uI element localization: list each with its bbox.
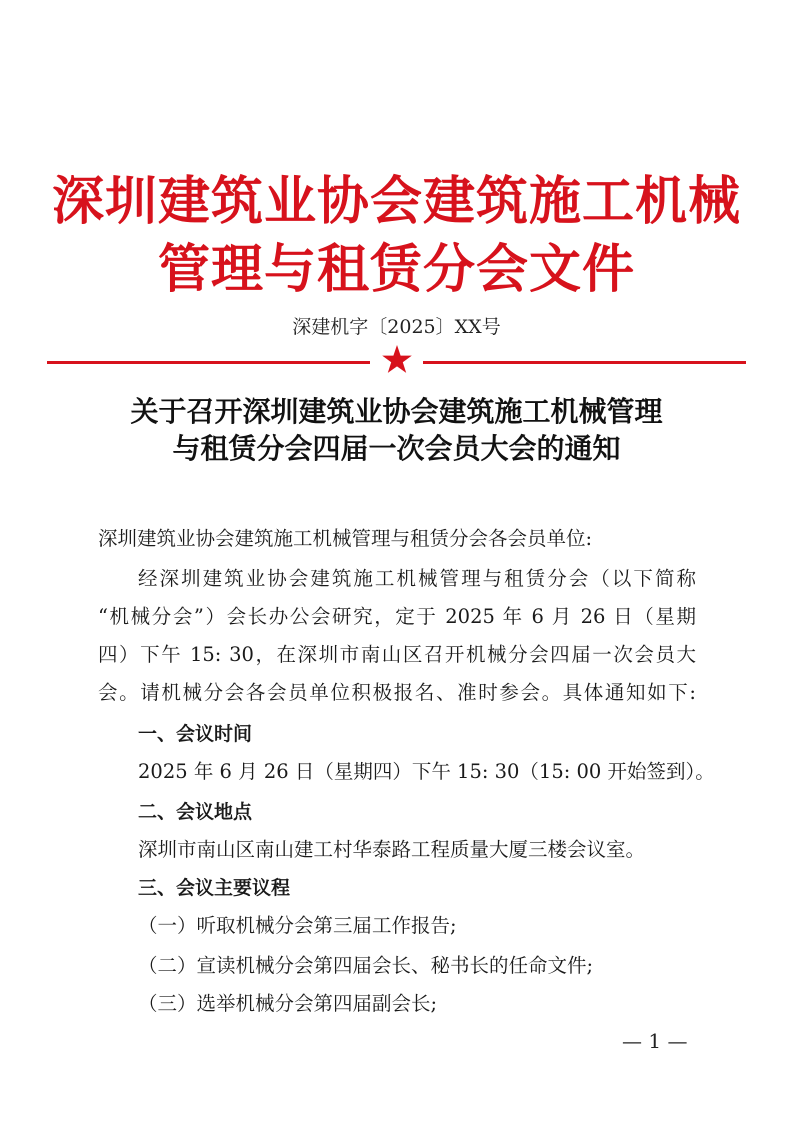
section-heading-location: 二、会议地点 [138, 801, 253, 823]
document-header-title-line2: 管理与租赁分会文件 [157, 239, 635, 300]
paragraph-line: 四）下午 15: 30，在深圳市南山区召开机械分会四届一次会员大 [98, 643, 696, 666]
meeting-time-text: 2025 年 6 月 26 日（星期四）下午 15: 30（15: 00 开始签到）。 [138, 760, 715, 783]
salutation: 深圳建筑业协会建筑施工机械管理与租赁分会各会员单位: [98, 527, 593, 550]
paragraph-line: 会。请机械分会各会员单位积极报名、准时参会。具体通知如下: [98, 681, 696, 704]
agenda-item: （二）宣读机械分会第四届会长、秘书长的任命文件; [138, 954, 594, 977]
document-number: 深建机字〔2025〕XX号 [292, 316, 501, 338]
red-divider-left [47, 361, 370, 364]
section-heading-agenda: 三、会议主要议程 [138, 877, 291, 899]
notice-title-line2: 与租赁分会四届一次会员大会的通知 [172, 432, 621, 465]
section-heading-time: 一、会议时间 [138, 723, 253, 745]
star-icon [381, 344, 413, 376]
agenda-item: （三）选举机械分会第四届副会长; [138, 992, 438, 1015]
notice-title-line1: 关于召开深圳建筑业协会建筑施工机械管理 [130, 395, 663, 428]
document-header-title-line1: 深圳建筑业协会建筑施工机械 [51, 171, 741, 232]
red-divider-right [423, 361, 746, 364]
meeting-location-text: 深圳市南山区南山建工村华泰路工程质量大厦三楼会议室。 [138, 838, 646, 861]
page-number: — 1 — [622, 1029, 688, 1053]
agenda-item: （一）听取机械分会第三届工作报告; [138, 914, 457, 937]
paragraph-line: 经深圳建筑业协会建筑施工机械管理与租赁分会（以下简称 [138, 567, 696, 590]
paragraph-line: “机械分会”）会长办公会研究，定于 2025 年 6 月 26 日（星期 [98, 605, 696, 628]
